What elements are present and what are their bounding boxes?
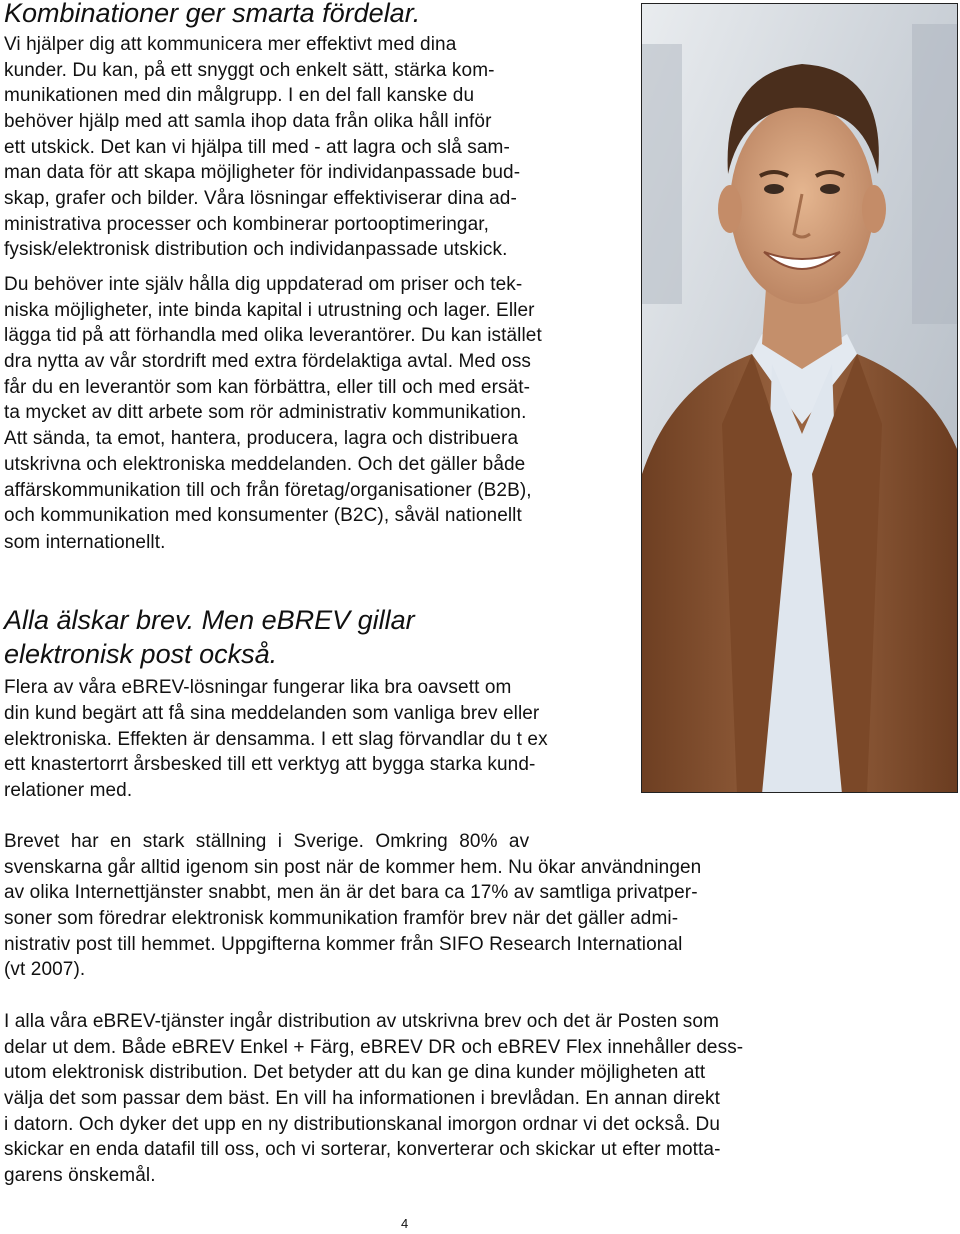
body-text-line: ett knastertorrt årsbesked till ett verktyg att bygga starka kund- xyxy=(4,754,536,775)
body-text-line: affärskommunikation till och från företag/organisationer (B2B), xyxy=(4,480,532,501)
body-text-line: som internationellt. xyxy=(4,532,166,553)
body-text-line: och kommunikation med konsumenter (B2C), såväl nationellt xyxy=(4,505,522,526)
body-text-line: soner som föredrar elektronisk kommunikation framför brev när det gäller admi- xyxy=(4,908,679,929)
body-text-line: elektroniska. Effekten är densamma. I ett slag förvandlar du t ex xyxy=(4,729,548,750)
body-text-line: utskrivna och elektroniska meddelanden. Och det gäller både xyxy=(4,454,526,475)
body-text-line: välja det som passar dem bäst. En vill ha informationen i brevlådan. En annan direkt xyxy=(4,1088,721,1109)
body-text-line: ta mycket av ditt arbete som rör administrativ kommunikation. xyxy=(4,402,527,423)
body-text-line: relationer med. xyxy=(4,780,133,801)
body-text-line: Brevet har en stark ställning i Sverige. Omkring 80% av xyxy=(4,831,530,852)
body-text-line: behöver hjälp med att samla ihop data från olika håll inför xyxy=(4,111,492,132)
section-heading-alla-alskar-brev-line2: elektronisk post också. xyxy=(4,639,278,669)
body-text-line: Du behöver inte själv hålla dig uppdaterad om priser och tek- xyxy=(4,274,523,295)
body-text-line: skap, grafer och bilder. Våra lösningar effektiviserar dina ad- xyxy=(4,188,517,209)
body-text-line: får du en leverantör som kan förbättra, eller till och med ersät- xyxy=(4,377,531,398)
body-text-line: ett utskick. Det kan vi hjälpa till med - att lagra och slå sam- xyxy=(4,137,510,158)
body-text-line: Vi hjälper dig att kommunicera mer effektivt med dina xyxy=(4,34,457,55)
body-text-line: Flera av våra eBREV-lösningar fungerar lika bra oavsett om xyxy=(4,677,512,698)
body-text-line: man data för att skapa möjligheter för individanpassade bud- xyxy=(4,162,521,183)
body-text-line: garens önskemål. xyxy=(4,1165,156,1186)
body-text-line: nistrativ post till hemmet. Uppgifterna kommer från SIFO Research International xyxy=(4,934,683,955)
body-text-line: lägga tid på att förhandla med olika leverantörer. Du kan istället xyxy=(4,325,542,346)
body-text-line: i datorn. Och dyker det upp en ny distributionskanal imorgon ordnar vi det också. Du xyxy=(4,1114,721,1135)
portrait-illustration xyxy=(642,4,958,793)
body-text-line: Att sända, ta emot, hantera, producera, lagra och distribuera xyxy=(4,428,519,449)
body-text-line: av olika Internettjänster snabbt, men än är det bara ca 17% av samtliga privatper- xyxy=(4,882,698,903)
body-text-line: din kund begärt att få sina meddelanden som vanliga brev eller xyxy=(4,703,540,724)
body-text-line: svenskarna går alltid igenom sin post när de kommer hem. Nu ökar användningen xyxy=(4,857,702,878)
body-text-line: (vt 2007). xyxy=(4,959,86,980)
body-text-line: niska möjligheter, inte binda kapital i utrustning och lager. Eller xyxy=(4,300,535,321)
portrait-photo xyxy=(641,3,958,793)
body-text-line: kunder. Du kan, på ett snyggt och enkelt sätt, stärka kom- xyxy=(4,60,495,81)
section-heading-kombinationer: Kombinationer ger smarta fördelar. xyxy=(4,0,421,28)
body-text-line: skickar en enda datafil till oss, och vi sorterar, konverterar och skickar ut efter motta- xyxy=(4,1139,721,1160)
body-text-line: fysisk/elektronisk distribution och individanpassade utskick. xyxy=(4,239,508,260)
page-number: 4 xyxy=(401,1216,409,1231)
body-text-line: ministrativa processer och kombinerar portooptimeringar, xyxy=(4,214,490,235)
body-text-line: delar ut dem. Både eBREV Enkel + Färg, eBREV DR och eBREV Flex innehåller dess- xyxy=(4,1037,744,1058)
body-text-line: dra nytta av vår stordrift med extra fördelaktiga avtal. Med oss xyxy=(4,351,532,372)
body-text-line: utom elektronisk distribution. Det betyder att du kan ge dina kunder möjligheten att xyxy=(4,1062,706,1083)
body-text-line: munikationen med din målgrupp. I en del fall kanske du xyxy=(4,85,475,106)
body-text-line: I alla våra eBREV-tjänster ingår distribution av utskrivna brev och det är Posten som xyxy=(4,1011,720,1032)
section-heading-alla-alskar-brev: Alla älskar brev. Men eBREV gillar xyxy=(4,605,415,635)
